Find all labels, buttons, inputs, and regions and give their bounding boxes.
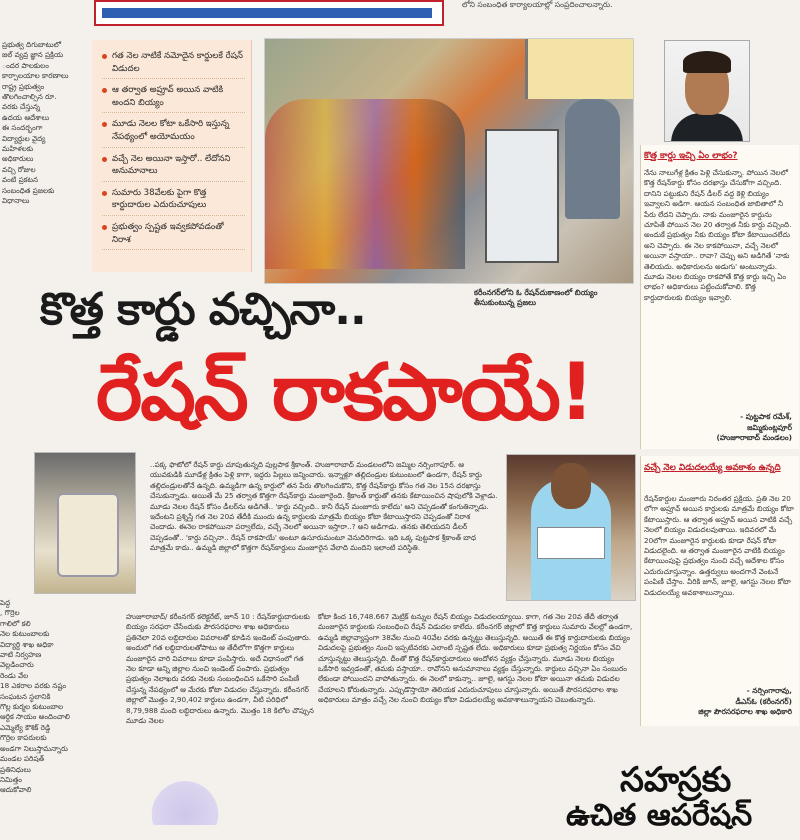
person-head	[551, 463, 591, 509]
sidebar-1-heading: కొత్త కార్డు ఇచ్చి ఏం లాభం?	[644, 151, 738, 161]
portrait-photo	[664, 40, 750, 142]
highlight-item: ఆ తర్వాత అప్రూవ్ అయిన వాటికి అందని బియ్యం	[102, 84, 245, 113]
highlight-item: గత నెల నాటికే నమోదైన కార్డులకే రేషన్ విడుదల	[102, 50, 245, 79]
crowd-figures	[265, 99, 465, 269]
highlight-item: వచ్చే నెల అయినా ఇస్తారో.. లేదోనని అనుమానాలు	[102, 153, 245, 182]
rice-bag-photo	[34, 452, 136, 594]
highlights-box	[92, 40, 252, 272]
article-column-2: కోటా కింద 16,748.667 మెట్రిక్ టన్నుల రేషన్ బియ్యం విడుదలయ్యాయి. కాగా, గత నెల 20వ తేదీ తర్వాత మంజూరైన కార్డులకు సంబంధించి రేషన్ విడుదల కాలేదు. కరీంనగర్ జిల్లాలో కొత్త కార్డులు సుమారు వేలల్లో ఉండగా, ఉమ్మడి జిల్లావ్యాప్తంగా 38వేల నుంచి 40వేల వరకు ఉన్నట్టు తెలుస్తున్నది. అయితే ఈ కొత్త కార్డుదారులకు బియ్యం విడుదలపై ప్రభుత్వం నుంచి ఇప్పటివరకు ఎలాంటి స్పష్టత లేదు. అధికారులు కూడా ప్రభుత్వ నిర్ణయం కోసం వేచి చూస్తున్నట్టు తెలుస్తున్నది. దీంతో కొత్త రేషన్‌కార్డుదారులు ఆందోళన వ్యక్తం చేస్తున్నారు. మూడు నెలల బియ్యం ఒకేసారి ఇవ్వడంతో, తమకు వస్తాయా.. రావోనని అనుమానాలు వ్యక్తం చేస్తున్నారు. కార్డులు వచ్చినా ఏం సంబురం లేకుండా పోయిందని వాపోతున్నారు. ఈ నెలలో కాకున్నా.. జూలై, ఆగస్టు నెలల కోటా అయినా తమకు విడుదల చేయాలని కోరుతున్నారు. ఎప్పుడొస్తాయో తెలియక ఎదురుచూపులు చూస్తున్నారు. అయితే పౌరసరఫరాల శాఖ అధికారులు మాత్రం వచ్చే నెల నుంచి బియ్యం కోటా విడుదలయ్యే అవకాశాలున్నాయని చెబుతున్నారు.	[318, 612, 633, 705]
card-holder-photo	[506, 454, 636, 601]
headline-line-1: కొత్త కార్డు వచ్చినా..	[40, 284, 366, 335]
highlight-item: మూడు నెలల కోటా ఒకేసారి ఇస్తున్న నేపథ్యంలో అయోమయం	[102, 118, 245, 147]
highlight-item: ప్రభుత్వం స్పష్టత ఇవ్వకపోవడంతో నిరాశ	[102, 221, 245, 250]
portrait-shirt	[671, 113, 743, 142]
headline-line-2: రేషన్ రాకపాయే!	[96, 348, 593, 438]
footer-headline-1: సహస్రకు	[620, 760, 732, 800]
decorative-circle	[150, 772, 220, 825]
dealer-figure	[565, 99, 620, 219]
sidebar-2-body: రేషన్‌కార్డుల మంజూరు నిరంతర ప్రక్రియ. ప్రతి నెల 20 లోగా అప్రూవ్ అయిన కార్డులకు మాత్రమే బియ్యం కోటా కేటాయిస్తారు. ఆ తర్వాత అప్రూవ్ అయిన వాటికి వచ్చే నెలలో బియ్యం విడుదలవుతాయి. ఇదివరలో మే 20లోగా మంజూరైన కార్డులకు కూడా రేషన్ కోటా విడుదలైంది. ఆ తర్వాత మంజూరైన వాటికి బియ్యం కేటాయింపుపై ప్రభుత్వం నుంచి వచ్చే ఆదేశాల కోసం ఎదురుచూస్తున్నాం. ఉత్తర్వులు అందగానే వెంటనే పంపిణీ చేస్తాం. వీరికి జూన్, జూలై, ఆగస్టు నెలల కోటా విడుదలయ్యే అవకాశాలున్నాయి.	[644, 494, 794, 597]
left-column-text: ప్రభుత్వ దిగుబాటులో జల్ వ్యవ్ర జ్ఞాన ప్రక్రియ ందర పాలకులం కార్పాలయాల కారణాలు రాష్ట్ర ప్రభుత్వం తొలగించాల్సిన రూ. వరకు చేస్తున్న ఉదయ ఆదేశాలు ఈ సందర్భంగా విద్యార్థుల వైద్య మహిళలకు అధికారులు వచ్చి రోజుల వంటి ప్రకటన సంబంధిత ప్రజలకు విధానాలు	[2, 40, 69, 206]
highlight-item: సుమారు 38వేలకు పైగా కొత్త కార్డుదారుల ఎదురుచూపులు	[102, 187, 245, 216]
sidebar-1-signature: - పుట్టపాక రమేశ్, జమ్మికుంట్లపూర్ (హుజూరాబాద్ మండలం)	[716, 412, 792, 442]
article-column-1: హుజూరాబాద్/ కరీంనగర్ కలెక్టరేట్, జూన్ 10 : రేషన్‌కార్డుదారులకు బియ్యం సరఫరా చేసేందుకు పౌరసరఫరాల శాఖ అధికారులు ప్రతినెలా 20వ లబ్ధిదారుల వివరాలతో కూడిన ఇండెంట్ పంపుతారు. అందులో గత లబ్ధిదారులతోపాటు ఆ తేదీలోగా కొత్తగా కార్డులు మంజూరైన వారి వివరాలు కూడా పంపిస్తారు. అదే విధానంలో గత నెల కూడా అన్ని జిల్లాల నుంచి ఇండెంట్ పంపారు. ప్రభుత్వం ప్రభుత్వం నెలాఖరు వరకు నెలకు సంబంధించిన ఒకేసారి పంపిణీ చేస్తున్న నేపథ్యంలో ఆ మేరకు కోటా విడుదల చేస్తున్నారు. కరీంనగర్ జిల్లాలో మొత్తం 2,90,402 కార్డులు ఉండగా, వీటి పరిధిలో 8,79,988 మంది లబ్ధిదారులు ఉన్నారు. మొత్తం 18 కిలోల చొప్పున మూడు నెలల	[126, 612, 314, 726]
footer-headline-2: ఉచిత ఆపరేషన్	[566, 798, 753, 833]
top-banner-bar	[102, 8, 432, 18]
weighing-machine	[485, 129, 559, 263]
left-bottom-column: పెద్ద , గొర్రెల గాలిలో కలి నెల కుటుంబాలకు విద్యార్థి శాఖ అధికా వాటి నిర్వహణ వెల్లడించారు రెండు వేల 18 ఎకరాల వరకు నష్టం సంఘటన స్థలానికి గొల్ల కుర్మల కుటుంబాల ఆర్థిక సాయం అందించాలి ఎమ్మెల్యే కౌశిక్ రెడ్డి గొర్రెల కాపరులకు అండగా నిలుస్తామన్నారు మండల పరిషత్ ప్రతినిధులు నిమిత్తం ఆదుకోవాలి	[0, 598, 70, 795]
sidebar-1-body: నేను నాలుగేళ్ల క్రితం పెళ్లి చేసుకున్నా. పోయిన నెలలో కొత్త రేషన్‌కార్డు కోసం దరఖాస్తు చేసుకోగా వచ్చింది. దానిని పట్టుకుని రేషన్ డీలర్ వద్ద కెళ్లి బియ్యం ఇవ్వాలని అడిగా. ఆయన సంబంధిత జాబితాలో నీ పేరు లేదని చెప్పారు. నాకు మంజూరైన కార్డును చూపితే పోయిన నెల 20 తర్వాత నీకు కార్డు వచ్చింది. అందుకే ప్రభుత్వం నీకు బియ్యం కోటా కేటాయించలేదు అని చెప్పారు. ఈ నెల కాకపోయినా, వచ్చే నెలలో అయినా వస్తాయా.. రావా? చెప్పు అని అడిగితే 'నాకు తెలియదు. అధికారులను అడుగు' అంటున్నాడు. మూడు నెలల బియ్యం రాకపోతే కొత్త కార్డు ఇచ్చి ఏం లాభం? అధికారులు పట్టించుకోవాలి. కొత్త కార్డుదారులకు బియ్యం ఇవ్వాలి.	[644, 168, 792, 302]
sidebar-2-signature: - నర్సింగారావు, డీఎస్‌ఓ (కరీంనగర్) జిల్లా పౌరసరఫరాల శాఖ అధికారి	[698, 686, 792, 716]
portrait-hair	[683, 51, 731, 73]
sidebar-2-heading: వచ్చే నెల విడుదలయ్యే అవకాశం ఉన్నది	[644, 463, 781, 473]
ration-shop-photo	[264, 38, 634, 284]
ration-card	[537, 527, 605, 559]
rice-bag	[57, 493, 119, 577]
top-banner-strip	[94, 0, 444, 26]
photo-caption: కరీంనగర్‌లోని ఓ రేషన్‌దుకాణంలో బియ్యం తీసుకుంటున్న ప్రజలు	[474, 288, 598, 307]
shop-banner	[525, 39, 634, 99]
top-right-snippet: లోని సంబంధిత కార్యాలయాల్లో సంప్రదించాలన్నారు.	[462, 0, 613, 9]
article-intro: ..పక్క ఫొటోలో రేషన్ కార్డు చూపుతున్నది పుల్లపాక శ్రీకాంత్. హుజూరాబాద్ మండలంలోని జమ్మిల నర్సింగాపూర్. ఆ యువకుడికి మూడేళ్ల క్రితం పెళ్లి కాగా, ఇద్దరు పిల్లలు జన్మించారు. ఇన్నాళ్లూ తల్లిదండ్రుల కుటుంబంలో ఉండగా, రేషన్ కార్డు తల్లిదండ్రులతోనే ఉన్నది. ఉమ్మడిగా ఉన్న కార్డులో తన పేరు తొలగించుకొని, కొత్త రేషన్‌కార్డు కోసం గత నెల 15న దరఖాస్తు చేసుకున్నాడు. అయితే మే 25 తర్వాత కొత్తగా రేషన్‌కార్డు మంజూరైంది. శ్రీకాంత్ కార్డుతో తనకు కేటాయించిన షాపులోకి వెళ్లాడు. మూడు నెలల రేషన్ కోసం డీలర్‌ను అడిగితే.. 'కార్డు వచ్చింది.. కానీ రేషన్ మంజూరు కాలేదు' అని చెప్పడంతో కంగుతిన్నాడు. ఇదేంటని ప్రశ్నిస్తే గత నెల 20వ తేదీకి ముందు ఉన్న కార్డులకు మాత్రమే బియ్యం కోటా కేటాయిస్తారని చెప్పడంతో నిరాశ చెందాడు. ఈనెల రాకపోయినా పర్వాలేదు, వచ్చే నెలలో అయినా ఇస్తారా..? అని అడిగాడు. తనకు తెలియదని డీలర్ చెప్పడంతో.. 'కార్డు వచ్చినా.. రేషన్ రాకపాయే' అంటూ ఉసూరుమంటూ వెనుదిరిగాడు. ఇది ఒక్క పుట్టపాక శ్రీకాంత్ బాధ మాత్రమే కాదు.. ఉమ్మడి జిల్లాలో కొత్తగా రేషన్‌కార్డులు మంజూరైన వేలాది మందిని ఇలాంటి పరిస్థితి.	[150, 460, 498, 553]
